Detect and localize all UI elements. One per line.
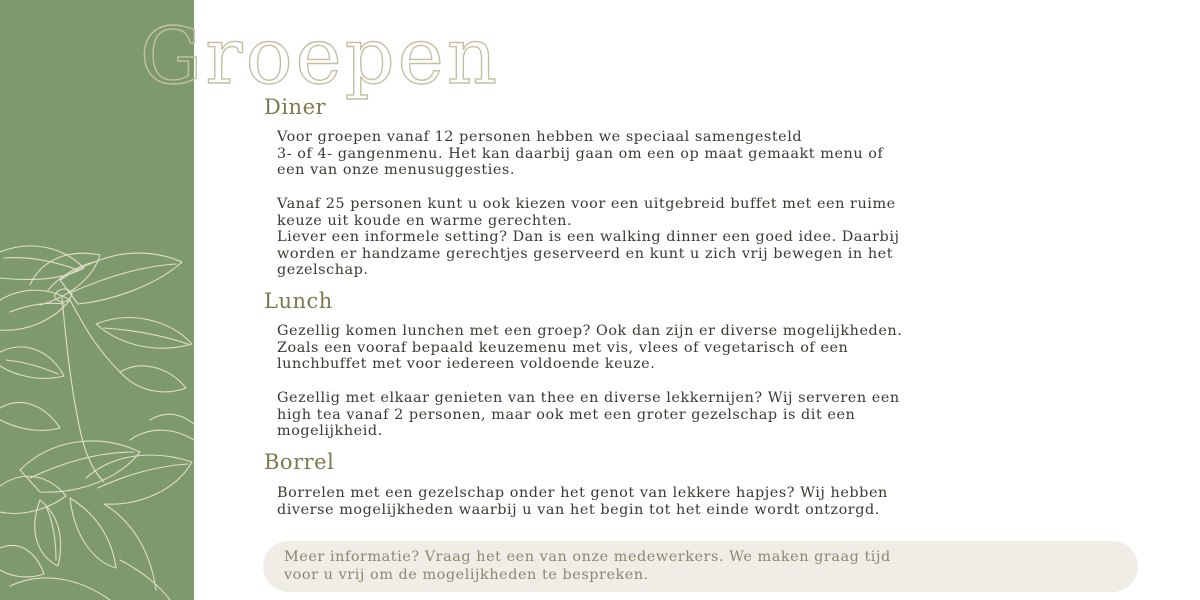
diner-paragraph-1: Voor groepen vanaf 12 personen hebben we speciaal samengesteld 3- of 4- gangenmenu. Het kan daarbij gaan om een op maat gemaakt menu of een van onze menusuggesties.	[277, 129, 884, 179]
section-heading-borrel: Borrel	[264, 450, 335, 474]
lunch-paragraph-1: Gezellig komen lunchen met een groep? Ook dan zijn er diverse mogelijkheden. Zoals een vooraf bepaald keuzemenu met vis, vlees of vegetarisch of een lunchbuffet met voor iedereen voldoende keuze.	[277, 323, 903, 373]
page-title: Groepen	[140, 12, 501, 102]
info-callout	[263, 541, 1138, 592]
diner-paragraph-2: Vanaf 25 personen kunt u ook kiezen voor een uitgebreid buffet met een ruime keuze uit koude en warme gerechten. Liever een informele setting? Dan is een walking dinner een goed idee. Daarbij worden er handzame gerechtjes geserveerd en kunt u zich vrij bewegen in het gezelschap.	[277, 196, 900, 279]
section-heading-lunch: Lunch	[264, 289, 333, 313]
borrel-paragraph-1: Borrelen met een gezelschap onder het genot van lekkere hapjes? Wij hebben diverse mogelijkheden waarbij u van het begin tot het einde wordt ontzorgd.	[277, 485, 888, 518]
info-text: Meer informatie? Vraag het een van onze medewerkers. We maken graag tijd voor u vrij om de mogelijkheden te bespreken.	[284, 549, 891, 583]
lunch-paragraph-2: Gezellig met elkaar genieten van thee en diverse lekkernijen? Wij serveren een high tea vanaf 2 personen, maar ook met een groter gezelschap is dit een mogelijkheid.	[277, 390, 900, 440]
section-heading-diner: Diner	[264, 95, 327, 119]
